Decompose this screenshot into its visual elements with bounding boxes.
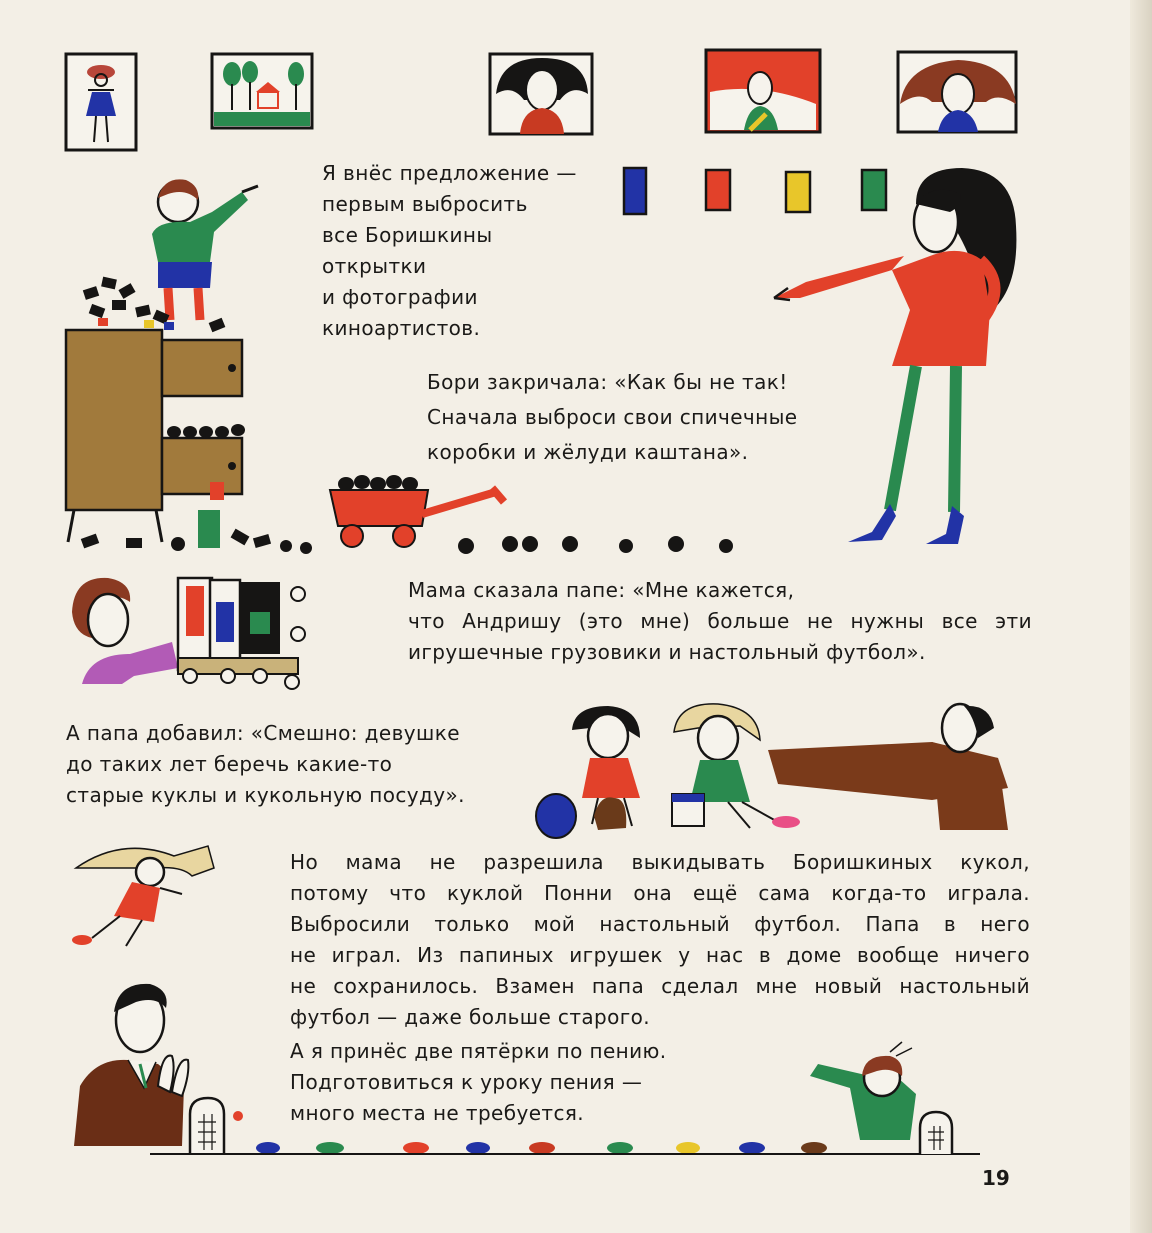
text-line: что Андришу (это мне) больше не нужны все эти bbox=[408, 609, 1032, 633]
text-line: Я внёс предложение — bbox=[322, 161, 577, 185]
text-line: до таких лет беречь какие-то bbox=[66, 752, 393, 776]
picture-portrait-dark-hair bbox=[490, 54, 592, 134]
text-line: Выбросили только мой настольный футбол. Папа в него bbox=[290, 912, 1030, 936]
boy-on-chest-of-drawers bbox=[60, 170, 330, 560]
text-line: не сохранилось. Взамен папа сделал мне новый настольный bbox=[290, 974, 1030, 998]
text-line: Бори закричала: «Как бы не так! bbox=[427, 370, 788, 394]
text-line: первым выбросить bbox=[322, 192, 528, 216]
text-line: все Боришкины bbox=[322, 223, 493, 247]
text-line: киноартистов. bbox=[322, 316, 481, 340]
text-line: много места не требуется. bbox=[290, 1101, 585, 1125]
text-line: игрушечные грузовики и настольный футбол». bbox=[408, 640, 926, 664]
paragraph-mother-refused bbox=[290, 847, 1030, 1033]
text-line: Сначала выброси свои спичечные bbox=[427, 405, 798, 429]
text-line: Подготовиться к уроку пения — bbox=[290, 1070, 643, 1094]
text-line: А я принёс две пятёрки по пению. bbox=[290, 1039, 667, 1063]
paragraph-mother-said bbox=[408, 575, 1032, 668]
paragraph-bori-shouted bbox=[427, 365, 798, 470]
paragraph-singing-grades bbox=[290, 1036, 667, 1129]
picture-portrait-red bbox=[706, 50, 820, 132]
page-number: 19 bbox=[982, 1166, 1010, 1190]
text-line: открытки bbox=[322, 254, 427, 278]
mother-with-toy-trucks bbox=[60, 572, 320, 692]
dolls-and-father bbox=[528, 698, 1028, 842]
picture-landscape bbox=[212, 54, 312, 128]
text-line: не играл. Из папиных игрушек у нас в доме вообще ничего bbox=[290, 943, 1030, 967]
text-line: Но мама не разрешила выкидывать Боришкиных кукол, bbox=[290, 850, 1030, 874]
picture-portrait-brown-hair bbox=[898, 52, 1016, 132]
text-line: коробки и жёлуди каштана». bbox=[427, 440, 749, 464]
text-line: А папа добавил: «Смешно: девушке bbox=[66, 721, 460, 745]
text-line: Мама сказала папе: «Мне кажется, bbox=[408, 578, 795, 602]
paragraph-father-added bbox=[66, 718, 465, 811]
text-line: старые куклы и кукольную посуду». bbox=[66, 783, 465, 807]
wall-pictures-row bbox=[60, 44, 1060, 164]
page-edge-shadow bbox=[1130, 0, 1152, 1233]
red-toy-wagon bbox=[326, 470, 746, 560]
paragraph-proposal bbox=[322, 158, 577, 344]
text-line: и фотографии bbox=[322, 285, 478, 309]
text-line: потому что куклой Понни она ещё сама когда-то играла. bbox=[290, 881, 1030, 905]
flying-doll bbox=[62, 838, 232, 958]
picture-girl-drawing bbox=[66, 54, 136, 150]
text-line: футбол — даже больше старого. bbox=[290, 1005, 651, 1029]
